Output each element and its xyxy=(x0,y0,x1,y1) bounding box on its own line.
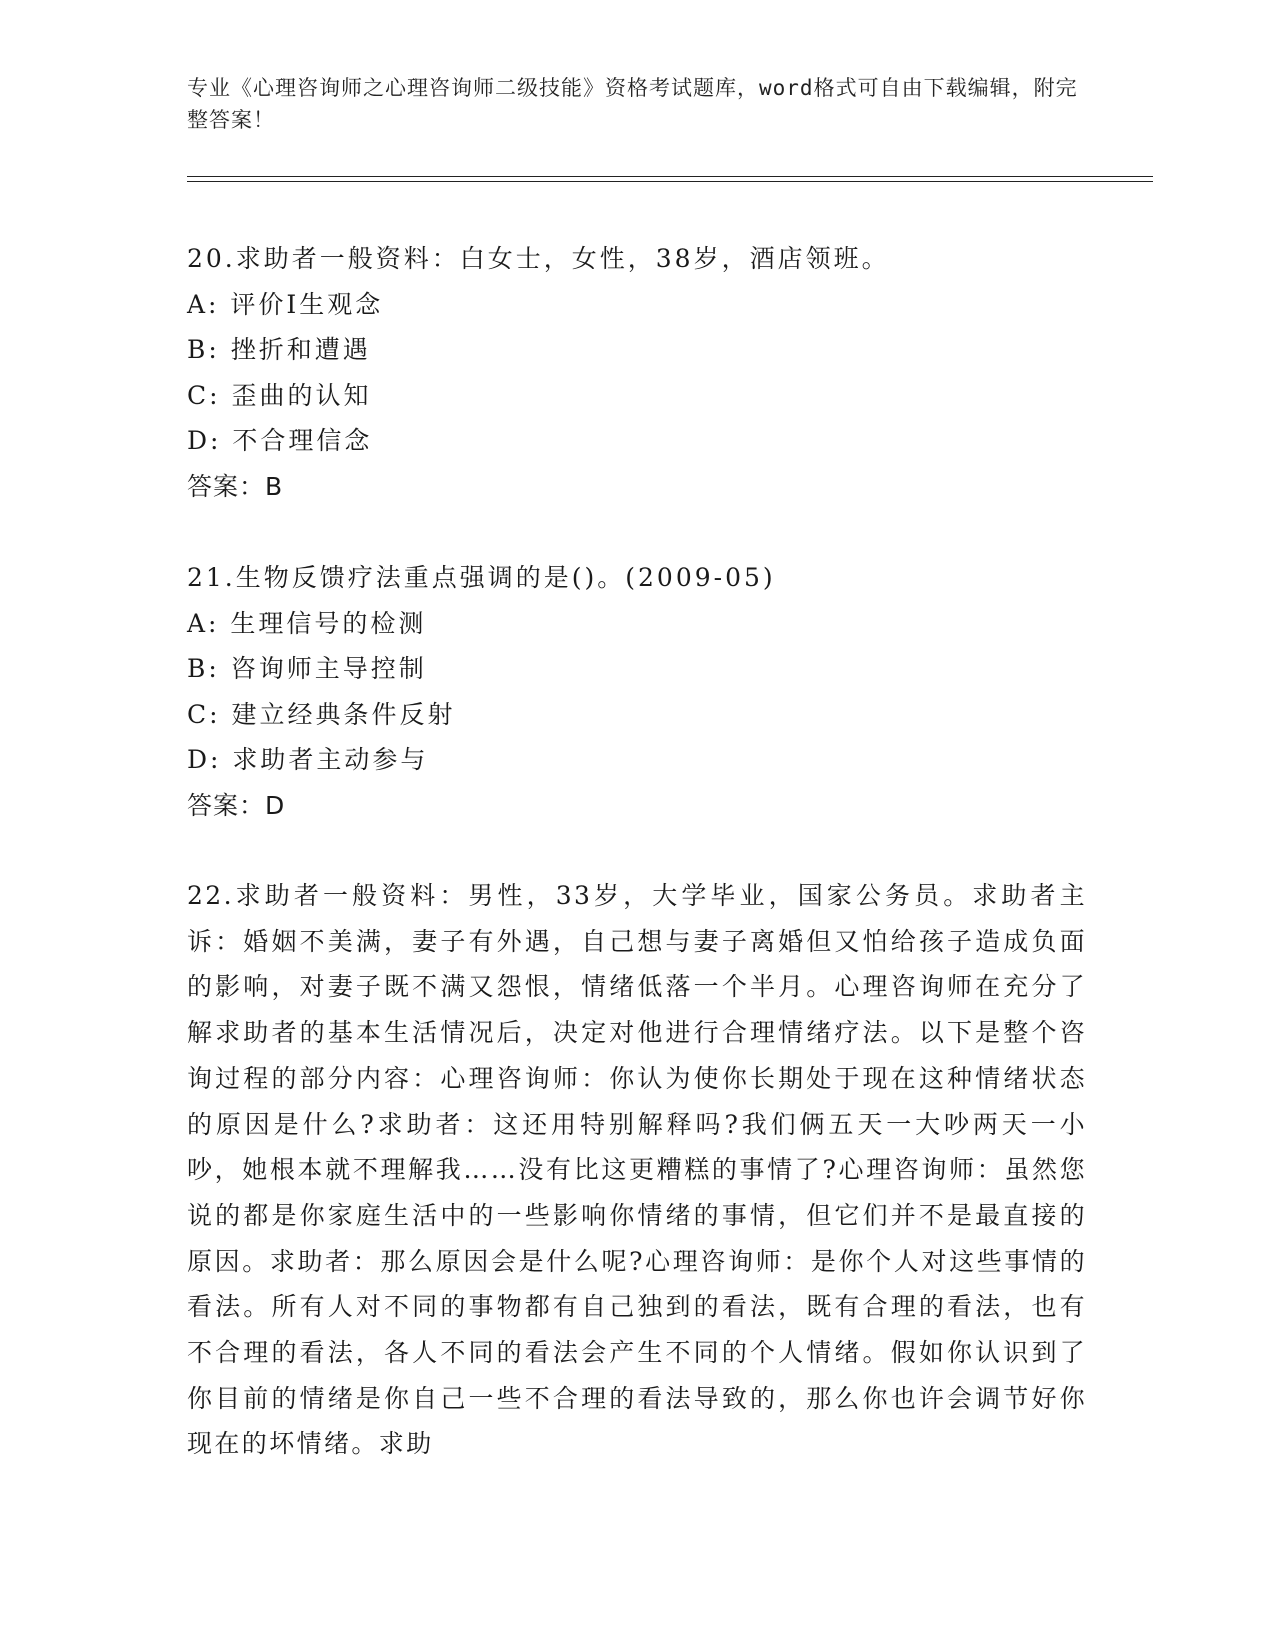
header-divider-double xyxy=(187,181,1153,182)
option-b: B: 挫折和遭遇 xyxy=(187,335,371,364)
option-d: D: 求助者主动参与 xyxy=(187,745,429,774)
question-stem: 21.生物反馈疗法重点强调的是()。(2009-05) xyxy=(187,563,776,592)
question-stem: 22.求助者一般资料：男性，33岁，大学毕业，国家公务员。求助者主诉：婚姻不美满，妻子有外遇，自己想与妻子离婚但又怕给孩子造成负面的影响，对妻子既不满又怨恨，情绪低落一个半月。心理咨询师在充分了解求助者的基本生活情况后，决定对他进行合理情绪疗法。以下是整个咨询过程的部分内容：心理咨询师：你认为使你长期处于现在这种情绪状态的原因是什么?求助者：这还用特别解释吗?我们俩五天一大吵两天一小吵，她根本就不理解我……没有比这更糟糕的事情了?心理咨询师：虽然您说的都是你家庭生活中的一些影响你情绪的事情，但它们并不是最直接的原因。求助者：那么原因会是什么呢?心理咨询师：是你个人对这些事情的看法。所有人对不同的事物都有自己独到的看法，既有合理的看法，也有不合理的看法，各人不同的看法会产生不同的个人情绪。假如你认识到了你目前的情绪是你自己一些不合理的看法导致的，那么你也许会调节好你现在的坏情绪。求助 xyxy=(187,881,1087,1459)
question-21 xyxy=(187,555,1087,828)
document-header: 专业《心理咨询师之心理咨询师二级技能》资格考试题库，word格式可自由下载编辑，附完整答案！ xyxy=(187,76,1078,132)
question-22 xyxy=(187,873,1087,1467)
option-c: C: 歪曲的认知 xyxy=(187,380,372,410)
answer: 答案：D xyxy=(187,790,286,820)
option-c: C: 建立经典条件反射 xyxy=(187,699,456,729)
question-20 xyxy=(187,236,1087,509)
option-a: A: 评价I生观念 xyxy=(187,289,384,319)
option-a: A: 生理信号的检测 xyxy=(187,608,427,638)
header-divider xyxy=(187,176,1153,177)
answer: 答案：B xyxy=(187,471,284,501)
question-stem: 20.求助者一般资料：白女士，女性，38岁，酒店领班。 xyxy=(187,244,890,273)
option-d: D: 不合理信念 xyxy=(187,426,373,455)
option-b: B: 咨询师主导控制 xyxy=(187,654,427,683)
